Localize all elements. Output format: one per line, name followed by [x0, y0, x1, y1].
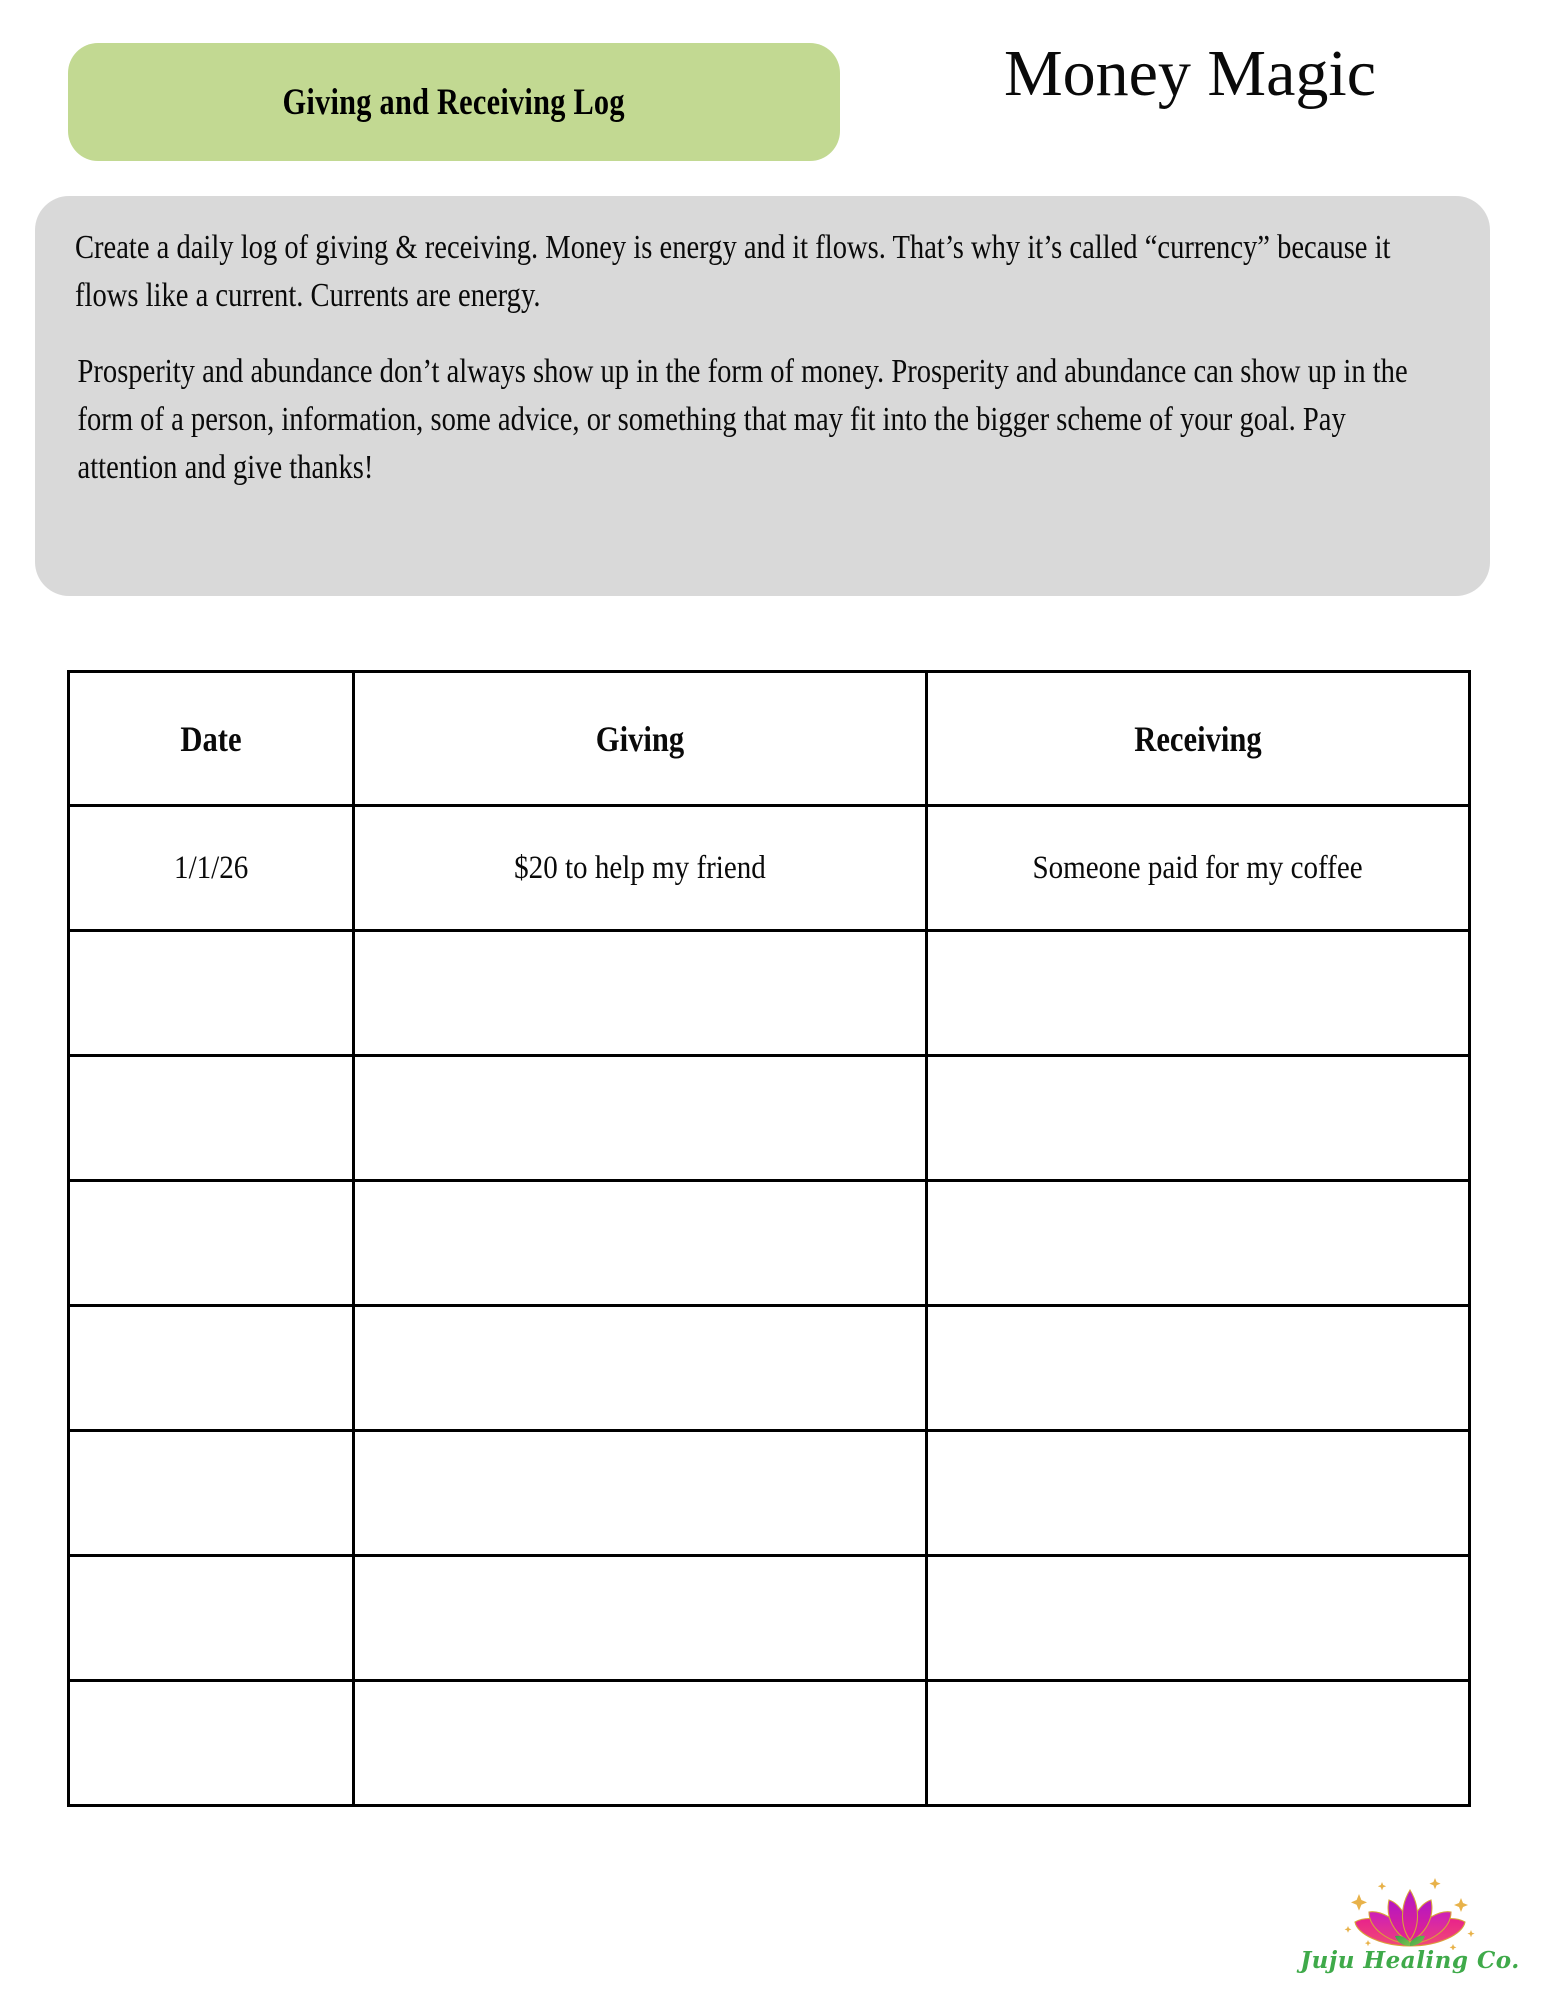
cell-date[interactable] [69, 1431, 354, 1556]
table-row [69, 1556, 1470, 1681]
cell-giving[interactable] [354, 931, 927, 1056]
cell-date[interactable] [69, 1556, 354, 1681]
giving-receiving-log-table [67, 670, 1471, 1807]
worksheet-title-label: Giving and Receiving Log [282, 81, 626, 123]
table-row [69, 1681, 1470, 1806]
cell-receiving[interactable] [927, 931, 1470, 1056]
table-row [69, 1431, 1470, 1556]
intro-paragraph-1: Create a daily log of giving & receiving. Money is energy and it flows. That’s why it’s called “currency” because it flows like a current. Currents are energy. [75, 229, 1391, 314]
intro-instructions-panel [35, 196, 1490, 596]
cell-receiving[interactable] [927, 1431, 1470, 1556]
table-row [69, 1306, 1470, 1431]
cell-date-text: 1/1/26 [173, 849, 249, 886]
column-header-receiving-label: Receiving [1134, 718, 1262, 759]
cell-date[interactable] [69, 806, 354, 931]
page-header [0, 0, 1545, 185]
cell-giving[interactable] [354, 1556, 927, 1681]
cell-date[interactable] [69, 1181, 354, 1306]
cell-date[interactable] [69, 1306, 354, 1431]
column-header-date [69, 672, 354, 806]
lotus-flower-icon [1335, 1872, 1485, 1950]
cell-date[interactable] [69, 1056, 354, 1181]
brand-title: Money Magic [1003, 37, 1377, 110]
table-row [69, 931, 1470, 1056]
cell-receiving[interactable] [927, 1681, 1470, 1806]
intro-paragraph-2: Prosperity and abundance don’t always show up in the form of money. Prosperity and abundance can show up in the form of a person, information, some advice, or something that may fit into the bigger scheme of your goal. Pay attention and give thanks! [77, 353, 1408, 486]
logo-wordmark: Juju Healing Co. [1300, 1947, 1520, 1974]
cell-receiving[interactable] [927, 806, 1470, 931]
table-row [69, 1181, 1470, 1306]
cell-receiving[interactable] [927, 1181, 1470, 1306]
cell-date[interactable] [69, 931, 354, 1056]
cell-giving[interactable] [354, 1056, 927, 1181]
table-row [69, 1056, 1470, 1181]
cell-giving[interactable] [354, 1181, 927, 1306]
cell-giving[interactable] [354, 806, 927, 931]
cell-giving[interactable] [354, 1306, 927, 1431]
cell-giving-text: $20 to help my friend [514, 849, 766, 886]
cell-receiving[interactable] [927, 1056, 1470, 1181]
cell-receiving[interactable] [927, 1306, 1470, 1431]
table-header-row [69, 672, 1470, 806]
cell-giving[interactable] [354, 1681, 927, 1806]
column-header-giving-label: Giving [595, 718, 685, 759]
worksheet-title-banner [68, 43, 840, 161]
column-header-giving [354, 672, 927, 806]
column-header-receiving [927, 672, 1470, 806]
cell-date[interactable] [69, 1681, 354, 1806]
cell-receiving[interactable] [927, 1556, 1470, 1681]
table-row [69, 806, 1470, 931]
cell-giving[interactable] [354, 1431, 927, 1556]
column-header-date-label: Date [180, 718, 242, 759]
footer-logo [1285, 1872, 1535, 1990]
cell-receiving-text: Someone paid for my coffee [1032, 849, 1364, 886]
